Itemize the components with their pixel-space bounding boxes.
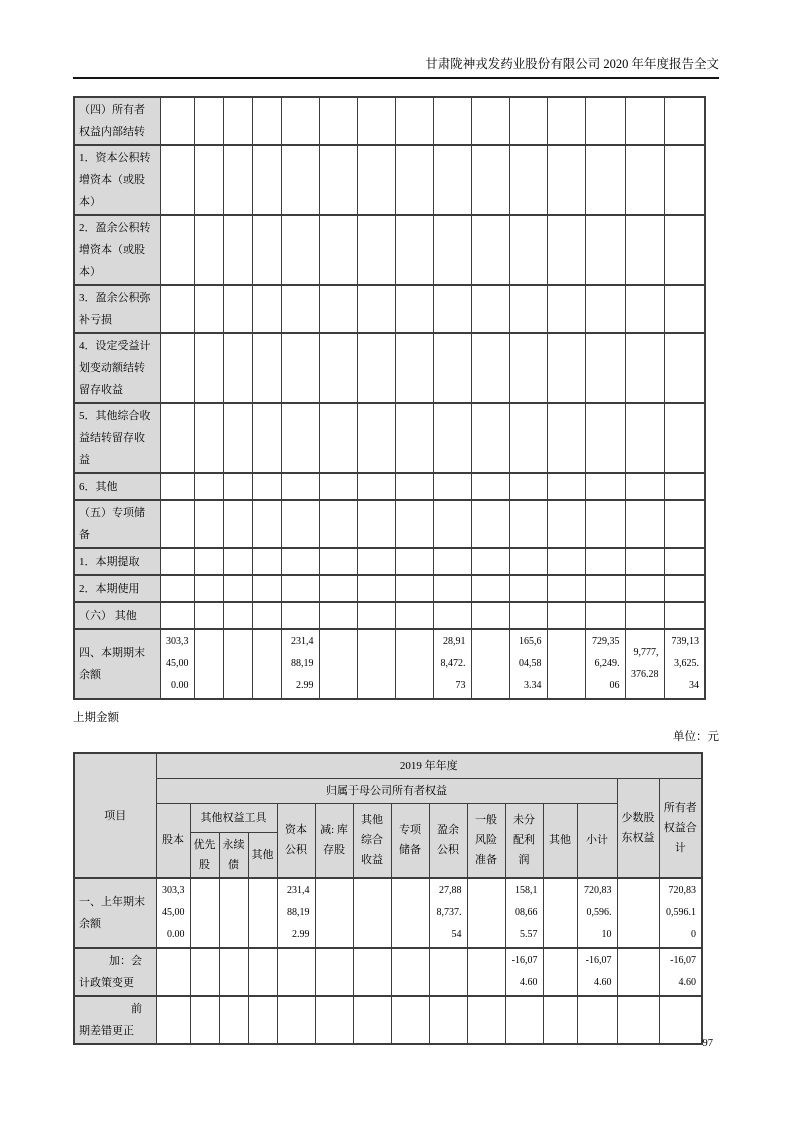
value-cell bbox=[190, 878, 219, 948]
value-cell bbox=[471, 403, 509, 473]
value-cell bbox=[433, 473, 471, 500]
value-cell bbox=[353, 996, 391, 1044]
value-cell bbox=[315, 948, 353, 996]
row-label: （六） 其他 bbox=[74, 602, 160, 629]
row-label: 5．其他综合收益结转留存收益 bbox=[74, 403, 160, 473]
value-cell bbox=[395, 602, 433, 629]
value-cell bbox=[357, 629, 395, 699]
value-cell bbox=[281, 145, 319, 215]
table-row bbox=[74, 333, 705, 403]
value-cell bbox=[357, 602, 395, 629]
value-cell bbox=[433, 215, 471, 285]
value-cell bbox=[156, 996, 190, 1044]
table-row bbox=[74, 948, 702, 996]
value-cell bbox=[319, 629, 357, 699]
value-cell bbox=[219, 996, 248, 1044]
value-cell bbox=[547, 575, 585, 602]
value-cell bbox=[471, 215, 509, 285]
value-cell bbox=[156, 948, 190, 996]
unit-label: 单位：元 bbox=[673, 731, 719, 743]
value-cell bbox=[160, 602, 194, 629]
value-cell bbox=[357, 403, 395, 473]
value-cell bbox=[160, 473, 194, 500]
table-header-row bbox=[74, 753, 702, 778]
col-header-general-risk-reserve: 一般风险准备 bbox=[467, 803, 505, 878]
value-cell bbox=[281, 97, 319, 145]
value-cell bbox=[547, 97, 585, 145]
value-cell bbox=[625, 548, 664, 575]
value-cell bbox=[433, 285, 471, 333]
table-row bbox=[74, 548, 705, 575]
value-cell bbox=[219, 948, 248, 996]
col-header-year-2019: 2019 年年度 bbox=[156, 753, 702, 778]
table-header-row bbox=[74, 778, 702, 803]
value-cell bbox=[509, 575, 547, 602]
value-cell bbox=[471, 602, 509, 629]
col-header-special-reserve: 专项储备 bbox=[391, 803, 429, 878]
value-cell bbox=[223, 473, 252, 500]
col-header-subtotal: 小计 bbox=[577, 803, 617, 878]
table-row bbox=[74, 97, 705, 145]
value-cell: 165,604,583.34 bbox=[509, 629, 547, 699]
value-cell: 231,488,192.99 bbox=[281, 629, 319, 699]
table-row bbox=[74, 575, 705, 602]
value-cell bbox=[281, 548, 319, 575]
value-cell: 231,488,192.99 bbox=[277, 878, 315, 948]
row-label: 1．本期提取 bbox=[74, 548, 160, 575]
value-cell bbox=[509, 403, 547, 473]
value-cell bbox=[547, 145, 585, 215]
value-cell bbox=[395, 473, 433, 500]
value-cell bbox=[281, 500, 319, 548]
value-cell bbox=[625, 575, 664, 602]
col-header-less-treasury-shares: 减: 库存股 bbox=[315, 803, 353, 878]
value-cell bbox=[281, 285, 319, 333]
value-cell bbox=[160, 145, 194, 215]
value-cell bbox=[585, 97, 625, 145]
value-cell bbox=[190, 948, 219, 996]
value-cell bbox=[357, 215, 395, 285]
value-cell bbox=[471, 333, 509, 403]
value-cell bbox=[252, 629, 281, 699]
value-cell bbox=[281, 215, 319, 285]
value-cell bbox=[319, 215, 357, 285]
value-cell bbox=[395, 285, 433, 333]
value-cell bbox=[194, 403, 223, 473]
value-cell bbox=[471, 575, 509, 602]
value-cell bbox=[543, 948, 577, 996]
value-cell bbox=[471, 629, 509, 699]
value-cell bbox=[547, 602, 585, 629]
value-cell bbox=[395, 145, 433, 215]
value-cell bbox=[664, 500, 705, 548]
value-cell bbox=[617, 996, 659, 1044]
value-cell: 739,133,625.34 bbox=[664, 629, 705, 699]
row-label: 1．资本公积转增资本（或股本） bbox=[74, 145, 160, 215]
value-cell: 303,345,000.00 bbox=[160, 629, 194, 699]
row-label: （五）专项储备 bbox=[74, 500, 160, 548]
value-cell bbox=[585, 333, 625, 403]
value-cell bbox=[252, 333, 281, 403]
value-cell bbox=[281, 333, 319, 403]
value-cell bbox=[433, 333, 471, 403]
value-cell bbox=[252, 97, 281, 145]
value-cell bbox=[223, 215, 252, 285]
value-cell bbox=[547, 333, 585, 403]
value-cell bbox=[281, 473, 319, 500]
value-cell bbox=[471, 285, 509, 333]
value-cell bbox=[223, 97, 252, 145]
value-cell: 729,356,249.06 bbox=[585, 629, 625, 699]
value-cell bbox=[281, 403, 319, 473]
value-cell bbox=[277, 996, 315, 1044]
value-cell: 720,830,596.10 bbox=[577, 878, 617, 948]
col-header-other: 其他 bbox=[543, 803, 577, 878]
value-cell bbox=[357, 333, 395, 403]
value-cell bbox=[319, 145, 357, 215]
value-cell bbox=[252, 500, 281, 548]
value-cell bbox=[625, 145, 664, 215]
value-cell bbox=[357, 145, 395, 215]
value-cell bbox=[160, 333, 194, 403]
value-cell bbox=[319, 473, 357, 500]
table-row bbox=[74, 500, 705, 548]
value-cell bbox=[391, 878, 429, 948]
value-cell bbox=[433, 403, 471, 473]
value-cell bbox=[194, 629, 223, 699]
value-cell bbox=[509, 548, 547, 575]
value-cell bbox=[194, 333, 223, 403]
value-cell bbox=[194, 285, 223, 333]
table-row bbox=[74, 473, 705, 500]
value-cell bbox=[625, 473, 664, 500]
value-cell bbox=[577, 996, 617, 1044]
value-cell: 158,108,665.57 bbox=[505, 878, 543, 948]
value-cell bbox=[319, 97, 357, 145]
value-cell bbox=[664, 285, 705, 333]
value-cell bbox=[252, 473, 281, 500]
value-cell bbox=[319, 500, 357, 548]
value-cell bbox=[509, 333, 547, 403]
value-cell bbox=[160, 215, 194, 285]
value-cell bbox=[467, 948, 505, 996]
value-cell bbox=[391, 996, 429, 1044]
value-cell bbox=[664, 473, 705, 500]
value-cell bbox=[194, 548, 223, 575]
value-cell: -16,074.60 bbox=[505, 948, 543, 996]
value-cell bbox=[395, 97, 433, 145]
value-cell bbox=[319, 575, 357, 602]
value-cell bbox=[395, 403, 433, 473]
col-header-perpetual-bonds: 永续债 bbox=[219, 832, 248, 878]
value-cell bbox=[319, 602, 357, 629]
value-cell bbox=[547, 473, 585, 500]
value-cell bbox=[585, 548, 625, 575]
value-cell: 9,777,376.28 bbox=[625, 629, 664, 699]
value-cell bbox=[664, 548, 705, 575]
table-row bbox=[74, 215, 705, 285]
value-cell bbox=[194, 473, 223, 500]
value-cell bbox=[664, 403, 705, 473]
value-cell bbox=[248, 878, 277, 948]
col-header-total-equity: 所有者权益合计 bbox=[659, 778, 702, 878]
table-prior-period-2019-equity bbox=[73, 752, 703, 1045]
col-header-capital-reserve: 资本公积 bbox=[277, 803, 315, 878]
value-cell bbox=[433, 500, 471, 548]
value-cell bbox=[509, 473, 547, 500]
value-cell bbox=[357, 575, 395, 602]
value-cell bbox=[659, 996, 702, 1044]
value-cell bbox=[391, 948, 429, 996]
value-cell bbox=[194, 145, 223, 215]
table-row bbox=[74, 629, 705, 699]
value-cell bbox=[585, 500, 625, 548]
value-cell bbox=[319, 548, 357, 575]
value-cell bbox=[509, 215, 547, 285]
value-cell bbox=[433, 145, 471, 215]
value-cell bbox=[467, 996, 505, 1044]
report-header-title: 甘肃陇神戎发药业股份有限公司 2020 年年度报告全文 bbox=[425, 57, 719, 71]
value-cell bbox=[547, 403, 585, 473]
col-header-other-comprehensive-income: 其他综合收益 bbox=[353, 803, 391, 878]
row-label: 前期差错更正 bbox=[74, 996, 156, 1044]
value-cell bbox=[277, 948, 315, 996]
value-cell bbox=[223, 500, 252, 548]
value-cell bbox=[252, 145, 281, 215]
value-cell bbox=[433, 548, 471, 575]
value-cell: 27,888,737.54 bbox=[429, 878, 467, 948]
value-cell bbox=[357, 473, 395, 500]
value-cell bbox=[433, 602, 471, 629]
value-cell bbox=[319, 403, 357, 473]
value-cell bbox=[194, 500, 223, 548]
value-cell bbox=[547, 285, 585, 333]
value-cell bbox=[190, 996, 219, 1044]
row-label: 四、本期期末余额 bbox=[74, 629, 160, 699]
value-cell: -16,074.60 bbox=[659, 948, 702, 996]
value-cell bbox=[248, 996, 277, 1044]
row-label: 4．设定受益计划变动额结转留存收益 bbox=[74, 333, 160, 403]
value-cell bbox=[617, 878, 659, 948]
header-divider bbox=[73, 77, 719, 79]
value-cell bbox=[281, 602, 319, 629]
value-cell bbox=[471, 500, 509, 548]
value-cell bbox=[160, 548, 194, 575]
value-cell bbox=[252, 403, 281, 473]
value-cell bbox=[319, 285, 357, 333]
value-cell bbox=[160, 285, 194, 333]
value-cell bbox=[252, 548, 281, 575]
value-cell bbox=[585, 285, 625, 333]
prior-period-caption: 上期金额 bbox=[73, 712, 119, 724]
value-cell bbox=[625, 500, 664, 548]
value-cell bbox=[625, 215, 664, 285]
value-cell bbox=[252, 215, 281, 285]
value-cell bbox=[194, 97, 223, 145]
value-cell bbox=[315, 996, 353, 1044]
value-cell bbox=[547, 548, 585, 575]
value-cell bbox=[509, 97, 547, 145]
value-cell bbox=[319, 333, 357, 403]
col-header-minority-interest: 少数股东权益 bbox=[617, 778, 659, 878]
table-current-period-equity bbox=[73, 96, 706, 700]
value-cell bbox=[223, 629, 252, 699]
value-cell bbox=[625, 602, 664, 629]
value-cell bbox=[625, 403, 664, 473]
row-label: 6．其他 bbox=[74, 473, 160, 500]
value-cell bbox=[357, 500, 395, 548]
col-header-share-capital: 股本 bbox=[156, 803, 190, 878]
col-header-retained-profit: 未分配利润 bbox=[505, 803, 543, 878]
col-header-other-equity-instruments: 其他权益工具 bbox=[190, 803, 277, 832]
table-row bbox=[74, 602, 705, 629]
table-row bbox=[74, 285, 705, 333]
value-cell bbox=[585, 575, 625, 602]
value-cell bbox=[395, 500, 433, 548]
value-cell bbox=[395, 333, 433, 403]
value-cell bbox=[664, 97, 705, 145]
col-header-item: 项目 bbox=[74, 753, 156, 878]
value-cell bbox=[252, 602, 281, 629]
value-cell bbox=[625, 97, 664, 145]
value-cell bbox=[160, 575, 194, 602]
value-cell bbox=[223, 575, 252, 602]
row-label: 加：会计政策变更 bbox=[74, 948, 156, 996]
value-cell bbox=[223, 145, 252, 215]
value-cell bbox=[160, 500, 194, 548]
value-cell bbox=[219, 878, 248, 948]
value-cell bbox=[547, 629, 585, 699]
value-cell: 720,830,596.10 bbox=[659, 878, 702, 948]
value-cell bbox=[471, 145, 509, 215]
value-cell bbox=[223, 548, 252, 575]
col-header-other-instrument: 其他 bbox=[248, 832, 277, 878]
value-cell bbox=[471, 473, 509, 500]
row-label: （四）所有者权益内部结转 bbox=[74, 97, 160, 145]
value-cell bbox=[664, 145, 705, 215]
value-cell bbox=[395, 575, 433, 602]
value-cell bbox=[505, 996, 543, 1044]
value-cell bbox=[664, 575, 705, 602]
value-cell bbox=[357, 97, 395, 145]
table-row bbox=[74, 996, 702, 1044]
value-cell bbox=[194, 215, 223, 285]
value-cell: -16,074.60 bbox=[577, 948, 617, 996]
page-number: 97 bbox=[702, 1038, 713, 1049]
value-cell bbox=[194, 575, 223, 602]
value-cell bbox=[543, 996, 577, 1044]
col-header-parent-equity: 归属于母公司所有者权益 bbox=[156, 778, 617, 803]
value-cell bbox=[585, 215, 625, 285]
value-cell bbox=[353, 948, 391, 996]
value-cell bbox=[395, 215, 433, 285]
value-cell bbox=[471, 548, 509, 575]
value-cell bbox=[429, 996, 467, 1044]
value-cell bbox=[509, 602, 547, 629]
value-cell bbox=[395, 548, 433, 575]
value-cell bbox=[357, 548, 395, 575]
value-cell: 28,918,472.73 bbox=[433, 629, 471, 699]
value-cell bbox=[585, 145, 625, 215]
table-header-row bbox=[74, 803, 702, 832]
value-cell bbox=[664, 602, 705, 629]
value-cell bbox=[357, 285, 395, 333]
value-cell bbox=[160, 403, 194, 473]
value-cell bbox=[223, 403, 252, 473]
value-cell bbox=[429, 948, 467, 996]
value-cell bbox=[194, 602, 223, 629]
value-cell bbox=[617, 948, 659, 996]
value-cell bbox=[625, 285, 664, 333]
value-cell bbox=[664, 215, 705, 285]
value-cell bbox=[395, 629, 433, 699]
value-cell bbox=[353, 878, 391, 948]
value-cell bbox=[315, 878, 353, 948]
table-row bbox=[74, 145, 705, 215]
value-cell bbox=[248, 948, 277, 996]
table-row bbox=[74, 403, 705, 473]
value-cell bbox=[585, 602, 625, 629]
value-cell bbox=[585, 473, 625, 500]
value-cell bbox=[543, 878, 577, 948]
value-cell bbox=[471, 97, 509, 145]
value-cell bbox=[547, 500, 585, 548]
value-cell bbox=[252, 285, 281, 333]
value-cell bbox=[281, 575, 319, 602]
value-cell bbox=[223, 333, 252, 403]
value-cell bbox=[433, 97, 471, 145]
value-cell bbox=[223, 285, 252, 333]
col-header-preferred-shares: 优先股 bbox=[190, 832, 219, 878]
value-cell bbox=[585, 403, 625, 473]
value-cell: 303,345,000.00 bbox=[156, 878, 190, 948]
value-cell bbox=[509, 145, 547, 215]
table-row bbox=[74, 878, 702, 948]
value-cell bbox=[160, 97, 194, 145]
value-cell bbox=[223, 602, 252, 629]
row-label: 3．盈余公积弥补亏损 bbox=[74, 285, 160, 333]
value-cell bbox=[625, 333, 664, 403]
row-label: 2．盈余公积转增资本（或股本） bbox=[74, 215, 160, 285]
row-label: 2．本期使用 bbox=[74, 575, 160, 602]
col-header-surplus-reserve: 盈余公积 bbox=[429, 803, 467, 878]
value-cell bbox=[433, 575, 471, 602]
value-cell bbox=[547, 215, 585, 285]
row-label: 一、上年期末余额 bbox=[74, 878, 156, 948]
value-cell bbox=[252, 575, 281, 602]
value-cell bbox=[467, 878, 505, 948]
value-cell bbox=[664, 333, 705, 403]
value-cell bbox=[509, 285, 547, 333]
value-cell bbox=[509, 500, 547, 548]
